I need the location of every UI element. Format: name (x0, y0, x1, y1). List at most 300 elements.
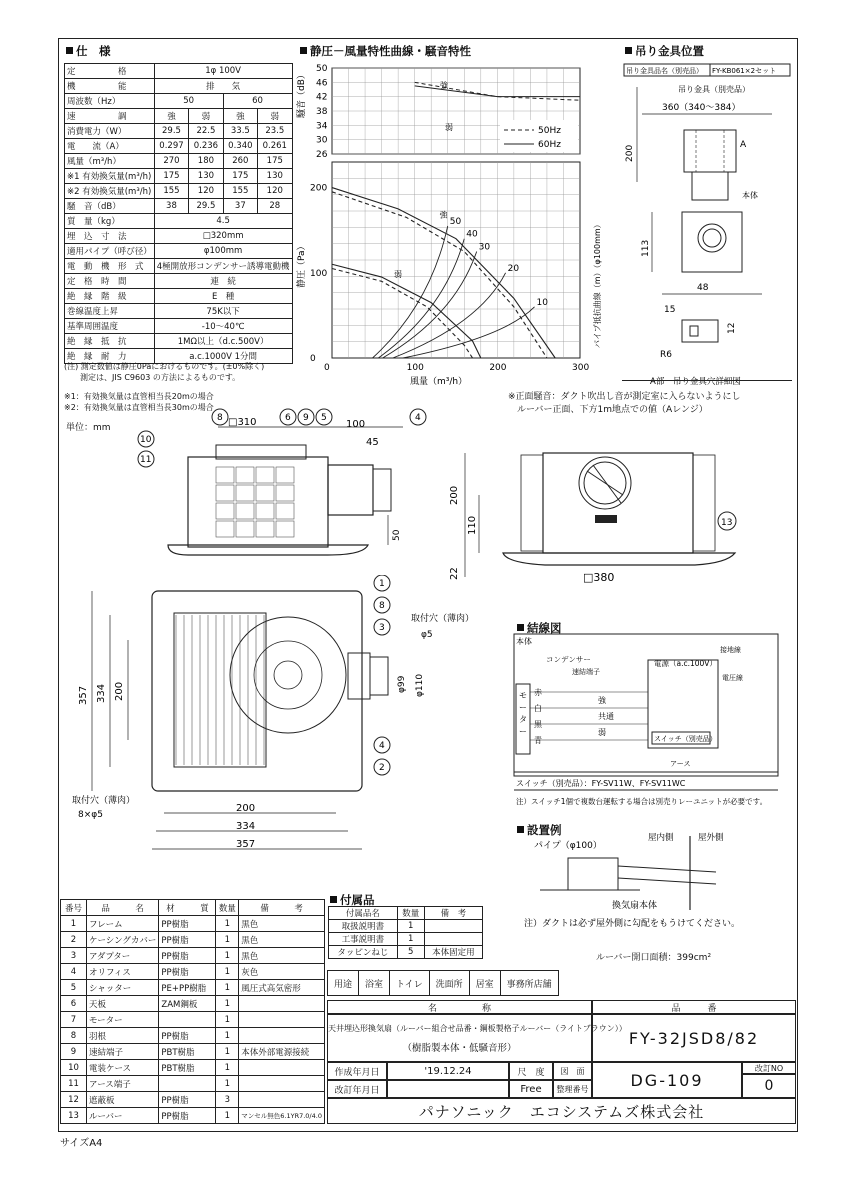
acc-cell (424, 933, 482, 946)
spec-value: 弱 (189, 109, 223, 124)
wire-term: 共通 (598, 712, 614, 721)
hanger-caption: A部 吊り金具穴詳細図 (650, 377, 741, 387)
install-diagram (520, 830, 792, 940)
pq-series-line (332, 269, 473, 358)
side-callout-number: 6 (285, 413, 291, 423)
parts-cell: 6 (61, 996, 87, 1012)
parts-cell: 1 (216, 1108, 239, 1124)
side-view (128, 405, 458, 585)
spec-value: 0.340 (223, 139, 257, 154)
spec-value: 60 (223, 94, 292, 109)
hanger-drawing (622, 62, 792, 388)
spec-value: 弱 (258, 109, 292, 124)
spec-value: □320mm (154, 229, 292, 244)
pq-ylabel-right: パイプ抵抗曲線（m）（φ100mm） (593, 220, 602, 348)
acc-cell: 本体固定用 (424, 946, 482, 959)
pq-pipe-curve (383, 251, 477, 358)
parts-cell: 遮蔽板 (86, 1092, 158, 1108)
parts-cell: 1 (216, 980, 239, 996)
plan-dim-334h: 334 (236, 821, 256, 832)
tb-part-head: 品 番 (592, 1000, 796, 1014)
parts-cell: PP樹脂 (159, 1028, 216, 1044)
wiring-voltage: 電圧線 (722, 674, 743, 682)
spec-value: 強 (223, 109, 257, 124)
tb-scale-label: 尺 度 (509, 1062, 553, 1080)
hanger-label-a: A (740, 140, 747, 150)
parts-cell: 1 (216, 996, 239, 1012)
wire-color: 黒 (534, 720, 542, 729)
pq-ytick: 100 (310, 268, 328, 279)
spec-value: 270 (154, 154, 188, 169)
usage-cell: 用途 (327, 970, 359, 996)
plan-hole-right-size: φ5 (421, 630, 433, 640)
noise-legend-label: 60Hz (538, 140, 561, 150)
spec-value: 155 (223, 184, 257, 199)
spec-row (65, 289, 293, 304)
wiring-earth: アース (670, 760, 691, 768)
parts-cell: 11 (61, 1076, 87, 1092)
spec-value: 強 (154, 109, 188, 124)
front-dim-380: □380 (583, 571, 615, 584)
parts-cell: 黒色 (239, 916, 325, 932)
side-dim-50: 50 (392, 529, 402, 541)
pq-series-line (332, 264, 481, 358)
parts-cell: 灰色 (239, 964, 325, 980)
parts-cell: 7 (61, 1012, 87, 1028)
side-callout-number: 8 (217, 413, 223, 423)
parts-cell: マンセル無色6.1YR7.0/4.0 (239, 1108, 325, 1124)
plan-view (66, 575, 486, 865)
hanger-dim-113: 113 (641, 239, 651, 257)
wiring-ground: 接地線 (720, 646, 741, 654)
parts-table (60, 899, 325, 1124)
usage-cell: 事務所店舗 (500, 970, 559, 996)
parts-cell: 1 (216, 948, 239, 964)
pq-pipe-label: 20 (507, 263, 520, 274)
hanger-divider (622, 380, 792, 381)
pq-ylabel: 静圧（Pa） (297, 241, 307, 288)
spec-value: 130 (258, 169, 292, 184)
hanger-dim: 360（340～384） (662, 103, 741, 113)
pq-xlabel: 風量（m³/h） (410, 377, 468, 387)
side-dim-45: 45 (366, 437, 379, 448)
pq-ytick: 200 (310, 183, 328, 194)
side-callout-number: 10 (140, 435, 152, 445)
parts-cell: 本体外部電源接続 (239, 1044, 325, 1060)
pq-ytick: 0 (310, 354, 316, 364)
plan-grille-frame (174, 613, 266, 767)
spec-label: 基準周囲温度 (65, 319, 155, 334)
install-pipe: パイプ（φ100） (534, 841, 602, 851)
spec-row (65, 94, 293, 109)
spec-value: 連 続 (154, 274, 292, 289)
spec-value: 0.261 (258, 139, 292, 154)
parts-cell: PP樹脂 (159, 964, 216, 980)
parts-head: 数量 (216, 900, 239, 916)
hanger-dim-200: 200 (625, 144, 635, 162)
spec-row (65, 169, 293, 184)
parts-cell: 12 (61, 1092, 87, 1108)
acc-cell: 1 (397, 920, 424, 933)
spec-label: 消費電力（W） (65, 124, 155, 139)
plan-callout-number: 8 (379, 601, 385, 611)
parts-cell (239, 996, 325, 1012)
wiring-note: 注）スイッチ1個で複数台運転する場合は別売りレーユニットが必要です。 (516, 797, 768, 806)
noise-ytick: 38 (316, 107, 328, 117)
side-callout-number: 11 (140, 455, 152, 465)
footnote-1: ※1：有効換気量は直管相当長20mの場合 (64, 392, 214, 401)
spec-value: 175 (154, 169, 188, 184)
wire-term: 弱 (598, 728, 606, 737)
noise-ytick: 26 (316, 150, 328, 160)
spec-label: 絶 縁 抵 抗 (65, 334, 155, 349)
parts-cell: ケーシングカバー (86, 932, 158, 948)
parts-cell: 1 (216, 1028, 239, 1044)
parts-cell: シャッター (86, 980, 158, 996)
parts-cell: フレーム (86, 916, 158, 932)
spec-label: 機 能 (65, 79, 155, 94)
side-grille-cell (276, 467, 294, 483)
spec-row (65, 79, 293, 94)
spec-value: 排 気 (154, 79, 292, 94)
spec-value: 0.236 (189, 139, 223, 154)
parts-cell: 5 (61, 980, 87, 996)
parts-cell: 電装ケース (86, 1060, 158, 1076)
spec-row (65, 319, 293, 334)
pq-annot-weak: 弱 (394, 270, 402, 280)
parts-cell: ルーバー (86, 1108, 158, 1124)
pq-pipe-label: 30 (478, 242, 491, 253)
acc-cell: 1 (397, 933, 424, 946)
spec-note-1: (注) 測定数値は静圧0Paにおけるものです。(±0%除く) (64, 362, 265, 371)
spec-value: φ100mm (154, 244, 292, 259)
parts-cell: 1 (216, 1044, 239, 1060)
louver-area: ルーバー開口面積：399cm² (596, 953, 712, 963)
spec-value: 130 (189, 169, 223, 184)
spec-row (65, 229, 293, 244)
plan-hole-left: 取付穴（薄肉） (72, 796, 136, 806)
parts-cell: 8 (61, 1028, 87, 1044)
wire-color: 青 (534, 736, 542, 745)
spec-row (65, 154, 293, 169)
usage-cell: 洗面所 (429, 970, 470, 996)
wiring-motor-4: ー (519, 727, 527, 736)
noise-ytick: 42 (316, 92, 328, 103)
parts-cell: PBT樹脂 (159, 1060, 216, 1076)
tb-name-line1: 天井埋込形換気扇（ルーバー組合せ品番・鋼板製格子ルーバー（ライトブラウン）） (328, 1024, 627, 1033)
parts-head: 番号 (61, 900, 87, 916)
unit-label: 単位：mm (66, 423, 111, 433)
tb-rev-label: 改訂NO (742, 1062, 796, 1074)
noise-chart (295, 64, 580, 160)
tb-drawing-label: 図 面 (553, 1062, 592, 1080)
parts-cell: 3 (216, 1092, 239, 1108)
pq-pipe-label: 50 (449, 216, 462, 227)
spec-value: 180 (189, 154, 223, 169)
spec-row (65, 109, 293, 124)
accessories-table (328, 906, 483, 959)
parts-cell: ZAM鋼板 (159, 996, 216, 1012)
hanger-title-right: FY-KB061×2セット (712, 67, 777, 75)
plan-dim-phi99: φ99 (397, 675, 407, 693)
parts-cell (159, 1012, 216, 1028)
wiring-diagram (512, 632, 796, 812)
tb-company: パナソニック エコシステムズ株式会社 (327, 1098, 796, 1124)
spec-value: 75K以下 (154, 304, 292, 319)
acc-cell: 5 (397, 946, 424, 959)
parts-cell: アース端子 (86, 1076, 158, 1092)
wiring-motor-1: モ (519, 691, 527, 700)
spec-value: 260 (223, 154, 257, 169)
pq-chart (295, 162, 602, 387)
parts-cell: 1 (216, 1060, 239, 1076)
parts-cell: 1 (216, 964, 239, 980)
parts-cell: 風圧式高気密形 (239, 980, 325, 996)
parts-cell (239, 1092, 325, 1108)
accessories-header: 付属品 (330, 892, 375, 908)
wiring-capacitor: コンデンサー (546, 655, 591, 664)
pq-xtick: 100 (406, 363, 424, 373)
noise-ylabel: 騒音（dB） (297, 70, 307, 118)
hanger-dim-12: 12 (727, 322, 737, 334)
tb-rev: 0 (742, 1074, 796, 1098)
noise-ytick: 30 (316, 135, 328, 146)
spec-value: 155 (154, 184, 188, 199)
parts-cell: 3 (61, 948, 87, 964)
spec-label: 絶 縁 耐 力 (65, 349, 155, 364)
parts-cell: 1 (216, 1076, 239, 1092)
spec-value: 4.5 (154, 214, 292, 229)
acc-cell: タッピンねじ (329, 946, 398, 959)
spec-row (65, 334, 293, 349)
spec-label: 定 格 (65, 64, 155, 79)
spec-row (65, 304, 293, 319)
parts-cell: 1 (216, 916, 239, 932)
parts-cell: アダプター (86, 948, 158, 964)
side-grille-cell (276, 503, 294, 519)
pq-annot-strong: 強 (439, 210, 448, 220)
parts-cell: PBT樹脂 (159, 1044, 216, 1060)
parts-cell: PP樹脂 (159, 916, 216, 932)
side-grille-cell (216, 485, 234, 501)
parts-cell: 1 (216, 1012, 239, 1028)
parts-cell: 1 (61, 916, 87, 932)
plan-dim-334v: 334 (96, 683, 107, 703)
hanger-label-body: 本体 (742, 191, 758, 200)
side-grille-cell (216, 521, 234, 537)
spec-label: 巻線温度上昇 (65, 304, 155, 319)
spec-value: 29.5 (189, 199, 223, 214)
plan-dim-200h: 200 (236, 803, 256, 814)
spec-value: 4極開放形コンデンサー誘導電動機 (154, 259, 292, 274)
side-grille-cell (236, 467, 254, 483)
noise-annot-weak: 弱 (445, 123, 453, 132)
parts-cell: PP樹脂 (159, 1092, 216, 1108)
spec-label: 騒 音（dB） (65, 199, 155, 214)
parts-cell: 13 (61, 1108, 87, 1124)
front-dim-110: 110 (467, 515, 478, 535)
plan-callout-number: 4 (379, 741, 385, 751)
plan-callout-number: 3 (379, 623, 385, 633)
side-grille-cell (256, 521, 274, 537)
noise-ytick: 46 (316, 78, 328, 89)
spec-row (65, 124, 293, 139)
pq-xtick: 0 (324, 363, 330, 373)
parts-cell: 羽根 (86, 1028, 158, 1044)
tb-scale: Free (509, 1080, 553, 1098)
acc-head: 付属品名 (329, 907, 398, 920)
spec-value: 37 (223, 199, 257, 214)
spec-value: 175 (258, 154, 292, 169)
spec-value: 1φ 100V (154, 64, 292, 79)
spec-label: 周波数（Hz） (65, 94, 155, 109)
side-grille-cell (256, 503, 274, 519)
parts-cell: PP樹脂 (159, 948, 216, 964)
hanger-title-left: 吊り金具品名（別売品） (626, 67, 703, 75)
hanger-dim-15: 15 (664, 305, 676, 315)
usage-cell: トイレ (389, 970, 430, 996)
parts-cell: 黒色 (239, 948, 325, 964)
spec-row (65, 199, 293, 214)
hanger-dim-r6: R6 (660, 350, 672, 360)
spec-label: 電 動 機 形 式 (65, 259, 155, 274)
side-grille-cell (236, 503, 254, 519)
plan-callout-number: 1 (379, 579, 385, 589)
spec-value: 38 (154, 199, 188, 214)
wiring-power: 電源（a.c.100V） (654, 659, 717, 668)
front-callout-13: 13 (721, 518, 733, 528)
spec-value: 120 (189, 184, 223, 199)
footnote-2: ※2：有効換気量は直管相当長30mの場合 (64, 403, 214, 412)
front-dim-22: 22 (449, 567, 460, 580)
spec-row (65, 244, 293, 259)
side-grille-cell (216, 503, 234, 519)
spec-note-2: 測定は、JIS C9603 の方法によるものです。 (64, 373, 241, 382)
spec-label: 速 調 (65, 109, 155, 124)
parts-cell (239, 1060, 325, 1076)
spec-row (65, 64, 293, 79)
curve-header: 静圧－風量特性曲線・騒音特性 (300, 43, 471, 59)
parts-cell: PE+PP樹脂 (159, 980, 216, 996)
spec-value: 175 (223, 169, 257, 184)
parts-cell: 黒色 (239, 932, 325, 948)
parts-cell (239, 1028, 325, 1044)
spec-label: 定 格 時 間 (65, 274, 155, 289)
wiring-switch: スイッチ（別売品） (654, 735, 717, 743)
plan-dim-357v: 357 (78, 685, 89, 705)
front-note-2: ルーバー正面、下方1m地点での値（Aレンジ） (508, 405, 708, 415)
tb-ref-label: 整理番号 (553, 1080, 592, 1098)
install-hood: 換気扇本体 (612, 901, 658, 911)
side-callout-number: 9 (303, 413, 309, 423)
acc-head: 数量 (397, 907, 424, 920)
wiring-switch-model: スイッチ（別売品）：FY-SV11W、FY-SV11WC (516, 779, 686, 788)
tb-name-line2: （樹脂製本体・低騒音形） (402, 1043, 517, 1054)
tb-name-box (327, 1014, 627, 1062)
usage-cell: 浴室 (358, 970, 390, 996)
spec-value: 1MΩ以上（d.c.500V） (154, 334, 292, 349)
acc-cell (424, 920, 482, 933)
spec-table (64, 63, 293, 364)
acc-cell: 工事説明書 (329, 933, 398, 946)
tb-dwg-no: DG-109 (592, 1062, 742, 1098)
plan-hole-right: 取付穴（薄肉） (411, 614, 475, 624)
parts-cell: モーター (86, 1012, 158, 1028)
spec-label: ※1 有効換気量(m³/h) (65, 169, 155, 184)
wiring-motor-2: ー (519, 703, 527, 712)
wiring-motor-3: タ (519, 715, 527, 724)
install-outdoor: 屋外側 (698, 833, 724, 843)
spec-row (65, 214, 293, 229)
spec-value: 50 (154, 94, 223, 109)
wire-term: 強 (598, 696, 606, 705)
spec-label: 絶 縁 階 級 (65, 289, 155, 304)
noise-legend-label: 50Hz (538, 126, 561, 136)
side-grille-cell (236, 521, 254, 537)
tb-created: '19.12.24 (387, 1062, 509, 1080)
parts-cell: 9 (61, 1044, 87, 1060)
parts-cell: PP樹脂 (159, 1108, 216, 1124)
spec-value: E 種 (154, 289, 292, 304)
spec-row (65, 259, 293, 274)
usage-cell: 居室 (469, 970, 501, 996)
parts-cell: 1 (216, 932, 239, 948)
side-grille-cell (276, 521, 294, 537)
wire-color: 赤 (534, 688, 542, 697)
spec-row (65, 139, 293, 154)
side-grille-cell (236, 485, 254, 501)
spec-value: -10～40℃ (154, 319, 292, 334)
spec-row (65, 184, 293, 199)
pq-xtick: 200 (489, 363, 507, 373)
plan-dim-200v: 200 (114, 681, 125, 701)
plan-dim-357h: 357 (236, 839, 256, 850)
side-grille-cell (256, 485, 274, 501)
pq-pipe-label: 10 (536, 297, 548, 308)
parts-cell: 天板 (86, 996, 158, 1012)
spec-label: 質 量（kg） (65, 214, 155, 229)
side-dim-310: □310 (228, 417, 257, 428)
hanger-header: 吊り金具位置 (625, 43, 704, 59)
parts-cell: オリフィス (86, 964, 158, 980)
spec-value: 29.5 (154, 124, 188, 139)
parts-cell (239, 1076, 325, 1092)
wiring-header: 結線図 (517, 620, 562, 636)
spec-header: 仕 様 (66, 43, 111, 59)
spec-value: 22.5 (189, 124, 223, 139)
acc-head: 備 考 (424, 907, 482, 920)
tb-created-label: 作成年月日 (327, 1062, 387, 1080)
side-callout-number: 5 (321, 413, 327, 423)
spec-label: 適用パイプ（呼び径） (65, 244, 155, 259)
spec-value: a.c.1000V 1分間 (154, 349, 292, 364)
side-callout-number: 4 (415, 413, 421, 423)
acc-cell: 取扱説明書 (329, 920, 398, 933)
pq-pipe-curve (403, 307, 535, 358)
pq-xtick: 300 (572, 363, 590, 373)
wiring-terminal: 速結端子 (572, 668, 600, 676)
side-grille-cell (216, 467, 234, 483)
plan-hole-left-size: 8×φ5 (78, 810, 103, 820)
install-note: 注）ダクトは必ず屋外側に勾配をもうけてください。 (524, 919, 741, 929)
tb-revised-label: 改訂年月日 (327, 1080, 387, 1098)
side-grille-cell (256, 467, 274, 483)
hanger-part-label: 吊り金具（別売品） (678, 85, 750, 94)
spec-label: 埋 込 寸 法 (65, 229, 155, 244)
parts-cell (239, 1012, 325, 1028)
spec-value: 33.5 (223, 124, 257, 139)
noise-annot-strong: 強 (440, 81, 448, 90)
